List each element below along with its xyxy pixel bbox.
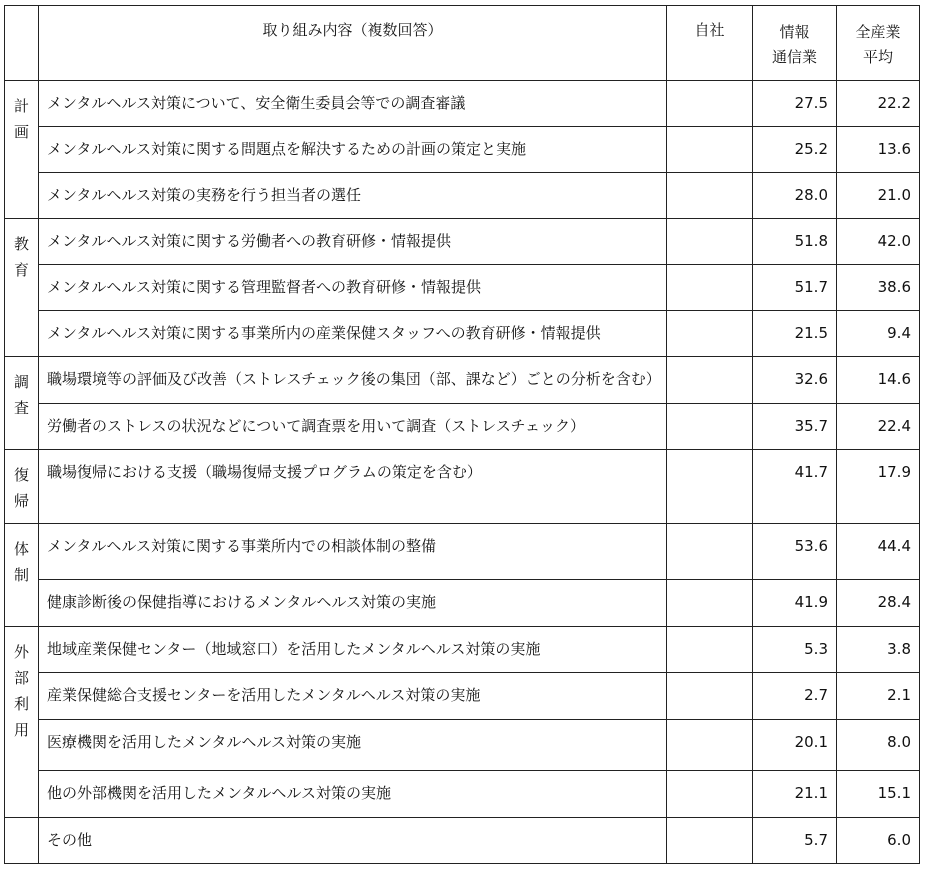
table-row [5,81,920,127]
category-char: 外 [13,643,29,661]
own-company-input-cell[interactable] [667,524,753,580]
header-row [5,6,920,81]
category-plan [5,81,39,219]
own-company-input-cell[interactable] [667,404,753,450]
all-industry-value: 8.0 [887,733,911,751]
category-char: 帰 [13,492,29,510]
own-company-input-cell[interactable] [667,771,753,818]
own-company-input-cell[interactable] [667,720,753,771]
it-industry-value: 27.5 [794,94,828,112]
it-industry-value: 41.9 [794,593,828,611]
header-avg-label-line1: 全産業 [855,23,901,41]
category-return-to-work [5,450,39,524]
category-external-use [5,627,39,818]
item-label: その他 [47,831,93,849]
table-row [5,265,920,311]
table-row [5,580,920,627]
category-char: 教 [13,235,29,253]
category-char: 査 [13,399,29,417]
all-industry-value: 21.0 [877,186,911,204]
header-it-industry-cell [753,6,837,81]
own-company-input-cell[interactable] [667,673,753,720]
own-company-input-cell[interactable] [667,627,753,673]
category-char: 復 [13,466,29,484]
header-own-company-label: 自社 [694,21,725,39]
all-industry-value: 22.4 [877,417,911,435]
header-item-label: 取り組み内容（複数回答） [262,21,443,39]
all-industry-value: 15.1 [877,784,911,802]
all-industry-value: 38.6 [877,278,911,296]
category-char: 調 [13,373,29,391]
own-company-input-cell[interactable] [667,219,753,265]
category-char: 画 [13,123,29,141]
category-char: 体 [13,540,29,558]
table-row [5,720,920,771]
table-row [5,173,920,219]
all-industry-value: 6.0 [887,831,911,849]
category-char: 用 [13,721,29,739]
table-row [5,219,920,265]
item-label: 労働者のストレスの状況などについて調査票を用いて調査（ストレスチェック） [47,417,586,435]
category-char: 育 [13,261,29,279]
it-industry-value: 20.1 [794,733,828,751]
table-row [5,627,920,673]
own-company-input-cell[interactable] [667,311,753,357]
it-industry-value: 25.2 [794,140,828,158]
category-other [5,818,39,864]
own-company-input-cell[interactable] [667,173,753,219]
item-label: 他の外部機関を活用したメンタルヘルス対策の実施 [47,784,391,802]
own-company-input-cell[interactable] [667,450,753,524]
all-industry-value: 2.1 [887,686,911,704]
all-industry-value: 17.9 [877,463,911,481]
it-industry-value: 21.5 [794,324,828,342]
own-company-input-cell[interactable] [667,81,753,127]
category-education [5,219,39,357]
all-industry-value: 14.6 [877,370,911,388]
it-industry-value: 5.7 [804,831,828,849]
item-label: 地域産業保健センター（地域窓口）を活用したメンタルヘルス対策の実施 [47,640,541,658]
category-system [5,524,39,627]
it-industry-value: 53.6 [794,537,828,555]
table-row [5,357,920,404]
header-it-label-line1: 情報 [779,23,810,41]
mental-health-measures-table [4,5,920,864]
header-all-industry-cell [837,6,920,81]
table-row [5,818,920,864]
own-company-input-cell[interactable] [667,580,753,627]
it-industry-value: 28.0 [794,186,828,204]
item-label: 職場復帰における支援（職場復帰支援プログラムの策定を含む） [47,463,482,481]
table-row [5,127,920,173]
item-label: 職場環境等の評価及び改善（ストレスチェック後の集団（部、課など）ごとの分析を含む） [47,370,661,388]
item-label: メンタルヘルス対策に関する事業所内での相談体制の整備 [47,537,436,555]
it-industry-value: 21.1 [794,784,828,802]
all-industry-value: 9.4 [887,324,911,342]
header-item-cell [39,6,667,81]
header-own-company-cell [667,6,753,81]
category-char: 部 [13,669,29,687]
it-industry-value: 5.3 [804,640,828,658]
all-industry-value: 28.4 [877,593,911,611]
all-industry-value: 42.0 [877,232,911,250]
table-row [5,673,920,720]
all-industry-value: 44.4 [877,537,911,555]
category-char: 計 [13,97,29,115]
it-industry-value: 41.7 [794,463,828,481]
header-it-label-line2: 通信業 [771,48,817,66]
item-label: メンタルヘルス対策の実務を行う担当者の選任 [47,186,361,204]
table-row [5,771,920,818]
item-label: 健康診断後の保健指導におけるメンタルヘルス対策の実施 [47,593,436,611]
all-industry-value: 13.6 [877,140,911,158]
all-industry-value: 3.8 [887,640,911,658]
category-char: 利 [13,695,29,713]
item-label: メンタルヘルス対策に関する問題点を解決するための計画の策定と実施 [47,140,526,158]
it-industry-value: 51.8 [794,232,828,250]
it-industry-value: 35.7 [794,417,828,435]
item-label: メンタルヘルス対策に関する労働者への教育研修・情報提供 [47,232,451,250]
table-row [5,450,920,524]
item-label: メンタルヘルス対策に関する事業所内の産業保健スタッフへの教育研修・情報提供 [47,324,601,342]
table-row [5,404,920,450]
header-category-cell [5,6,39,81]
category-survey [5,357,39,450]
item-label: 産業保健総合支援センターを活用したメンタルヘルス対策の実施 [47,686,481,704]
all-industry-value: 22.2 [877,94,911,112]
item-label: 医療機関を活用したメンタルヘルス対策の実施 [47,733,361,751]
item-label: メンタルヘルス対策について、安全衛生委員会等での調査審議 [47,94,466,112]
category-char: 制 [13,566,29,584]
own-company-input-cell[interactable] [667,818,753,864]
own-company-input-cell[interactable] [667,127,753,173]
table-row [5,524,920,580]
item-label: メンタルヘルス対策に関する管理監督者への教育研修・情報提供 [47,278,481,296]
it-industry-value: 51.7 [794,278,828,296]
it-industry-value: 2.7 [804,686,828,704]
it-industry-value: 32.6 [794,370,828,388]
header-avg-label-line2: 平均 [862,48,893,66]
own-company-input-cell[interactable] [667,357,753,404]
own-company-input-cell[interactable] [667,265,753,311]
table-row [5,311,920,357]
